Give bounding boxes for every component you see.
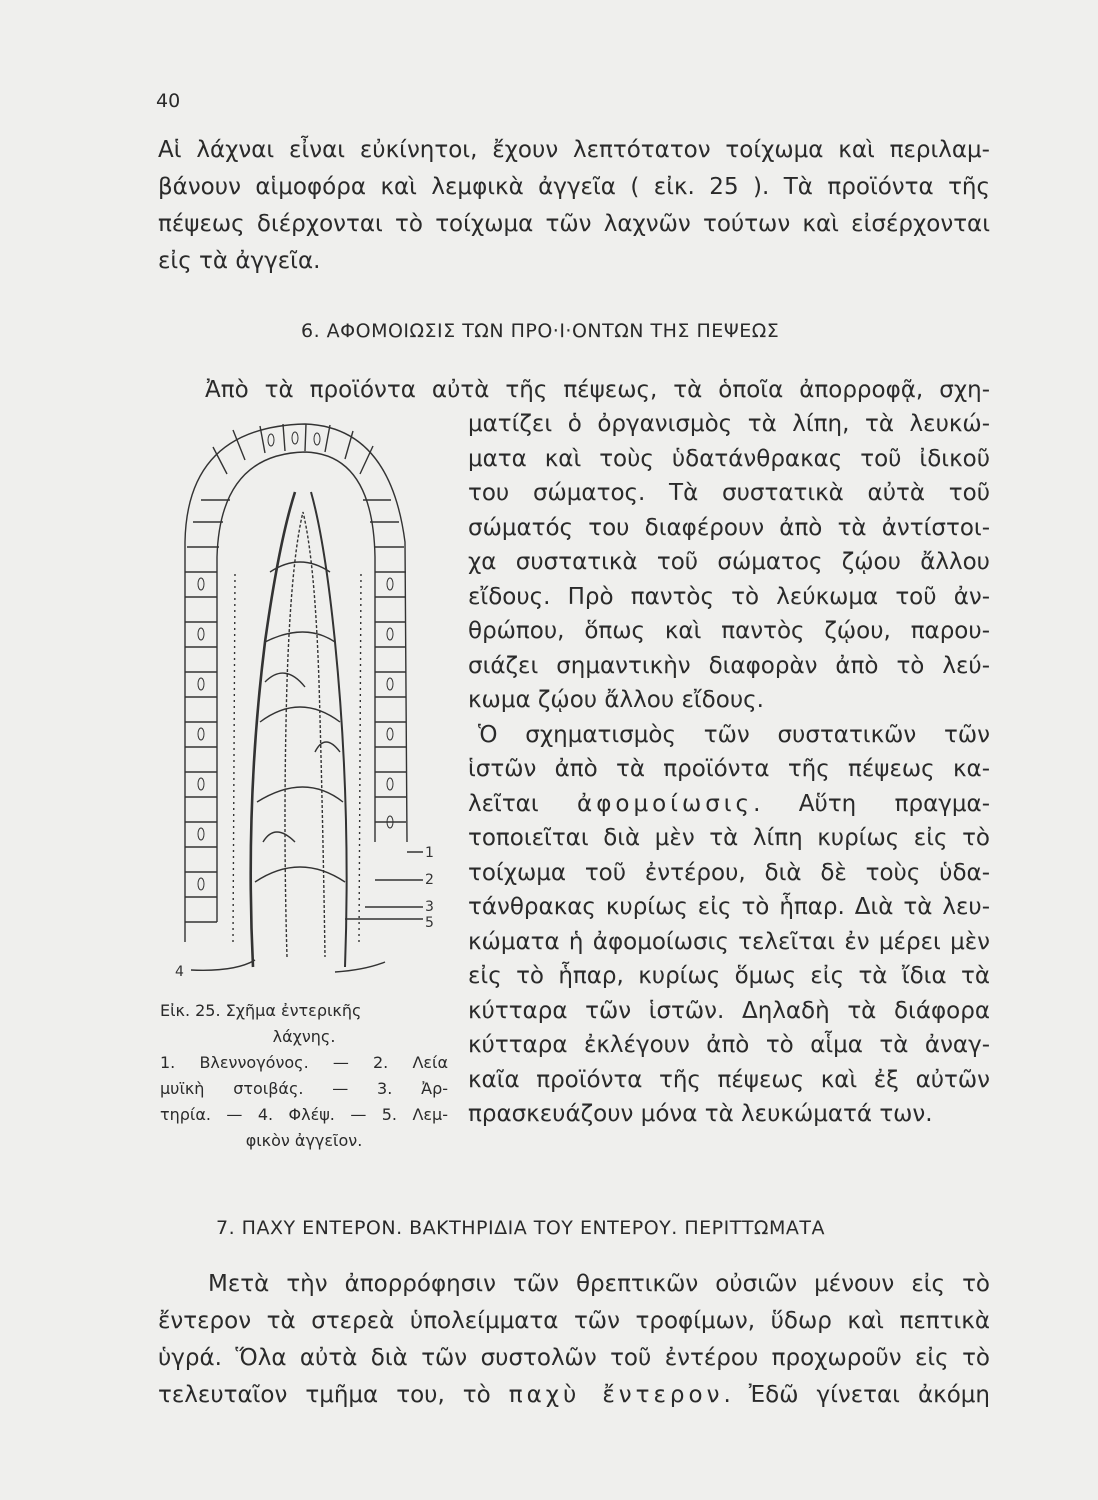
- text-line: κωμα ζῴου ἄλλου εἴδους.: [468, 687, 764, 713]
- text-line: σιάζει σημαντικὴν διαφορὰν ἀπὸ τὸ λεύ-: [468, 652, 990, 679]
- text-line: τοίχωμα τοῦ ἐντέρου, διὰ δὲ τοὺς ὑδα-: [468, 859, 990, 886]
- text-line: τοποιεῖται διὰ μὲν τὰ λίπη κυρίως εἰς τὸ: [468, 825, 990, 851]
- text-line: Ὁ σχηματισμὸς τῶν συστατικῶν τῶν: [478, 721, 990, 748]
- figure-label: 4: [175, 964, 184, 980]
- section-6-first-line: [205, 372, 990, 409]
- caption-line: τηρία. — 4. Φλέψ. — 5. Λεμ-: [160, 1105, 448, 1124]
- figure-label: 5: [425, 915, 434, 931]
- figure-label: 2: [425, 872, 434, 888]
- caption-line: Εἰκ. 25. Σχῆμα ἐντερικῆς: [160, 1001, 362, 1020]
- text-line: ἱστῶν ἀπὸ τὰ προϊόντα τῆς πέψεως κα-: [468, 756, 990, 782]
- text-fragment: . Ἐδῶ γίνεται ἀκόμη: [723, 1382, 990, 1408]
- text-line: ματίζει ὁ ὀργανισμὸς τὰ λίπη, τὰ λευκώ-: [468, 411, 990, 437]
- caption-line: φικὸν ἀγγεῖον.: [245, 1131, 363, 1150]
- term-large-intestine: παχὺ ἔντερον: [508, 1382, 724, 1408]
- text-line: θρώπου, ὅπως καὶ παντὸς ζῴου, παρου-: [468, 618, 990, 644]
- section-6-heading: 6. ΑΦΟΜΟΙΩΣΙΣ ΤΩΝ ΠΡΟ·Ι·ΟΝΤΩΝ ΤΗΣ ΠΕΨΕΩΣ: [301, 320, 780, 342]
- text-line: [158, 1377, 990, 1414]
- caption-line: μυϊκὴ στοιβάς. — 3. Ἀρ-: [160, 1079, 448, 1098]
- figure-caption: [160, 998, 448, 1154]
- caption-line: λάχνης.: [272, 1027, 336, 1046]
- text-line: Αἱ λάχναι εἶναι εὐκίνητοι, ἔχουν λεπτότατον τοίχωμα καὶ περιλαμ-: [158, 137, 990, 163]
- caption-line: 1. Βλεννογόνος. — 2. Λεία: [160, 1053, 448, 1072]
- text-line: ματα καὶ τοὺς ὑδατάνθρακας τοῦ ἰδικοῦ: [468, 445, 990, 472]
- figure-label: 1: [425, 845, 434, 861]
- section-6-column-text: [468, 407, 990, 1132]
- text-line: τάνθρακας κυρίως εἰς τὸ ἧπαρ. Διὰ τὰ λευ-: [468, 894, 990, 920]
- section-7-paragraph: [158, 1266, 990, 1414]
- text-line: Ἀπὸ τὰ προϊόντα αὐτὰ τῆς πέψεως, τὰ ὁποῖα ἀπορροφᾷ, σχη-: [205, 377, 990, 403]
- intro-paragraph: [158, 132, 990, 280]
- text-line: εἰς τὸ ἧπαρ, κυρίως ὅμως εἰς τὰ ἴδια τὰ: [468, 963, 990, 989]
- text-line: πέψεως διέρχονται τὸ τοίχωμα τῶν λαχνῶν τούτων καὶ εἰσέρχονται: [158, 211, 990, 237]
- figure-label: 3: [425, 899, 434, 915]
- villus-illustration: [175, 422, 460, 997]
- text-line: καῖα προϊόντα τῆς πέψεως καὶ ἐξ αὐτῶν: [468, 1066, 990, 1093]
- villus-figure: [175, 422, 460, 997]
- section-7-heading: 7. ΠΑΧΥ ΕΝΤΕΡΟΝ. ΒΑΚΤΗΡΙΔΙΑ ΤΟΥ ΕΝΤΕΡΟΥ. ΠΕΡΙΤΤΩΜΑΤΑ: [216, 1217, 825, 1239]
- text-fragment: τελευταῖον τμῆμα του, τὸ: [158, 1382, 509, 1408]
- text-line: κώματα ἡ ἀφομοίωσις τελεῖται ἐν μέρει μὲν: [468, 928, 990, 955]
- text-line: του σώματος. Τὰ συστατικὰ αὐτὰ τοῦ: [468, 480, 990, 506]
- page-number: 40: [156, 90, 181, 112]
- text-line: [468, 787, 990, 822]
- text-line: βάνουν αἱμοφόρα καὶ λεμφικὰ ἀγγεῖα ( εἰκ. 25 ). Τὰ προϊόντα τῆς: [158, 174, 990, 200]
- term-assimilation: ἀφομοίωσις: [577, 790, 754, 817]
- text-line: εἴδους. Πρὸ παντὸς τὸ λεύκωμα τοῦ ἀν-: [468, 583, 990, 610]
- text-line: ἔντερον τὰ στερεὰ ὑπολείμματα τῶν τροφίμων, ὕδωρ καὶ πεπτικὰ: [158, 1308, 990, 1334]
- text-fragment: λεῖται: [468, 790, 578, 817]
- text-line: σώματός του διαφέρουν ἀπὸ τὰ ἀντίστοι-: [468, 514, 990, 541]
- text-line: πρασκευάζουν μόνα τὰ λευκώματά των.: [468, 1101, 933, 1127]
- text-line: Μετὰ τὴν ἀπορρόφησιν τῶν θρεπτικῶν οὐσιῶν μένουν εἰς τὸ: [208, 1271, 990, 1297]
- text-line: εἰς τὰ ἀγγεῖα.: [158, 248, 321, 274]
- text-line: κύτταρα ἐκλέγουν ἀπὸ τὸ αἷμα τὰ ἀναγ-: [468, 1032, 990, 1058]
- text-fragment: . Αὕτη πραγμα-: [753, 790, 990, 817]
- text-line: χα συστατικὰ τοῦ σώματος ζῴου ἄλλου: [468, 549, 990, 575]
- text-line: ὑγρά. Ὅλα αὐτὰ διὰ τῶν συστολῶν τοῦ ἐντέρου προχωροῦν εἰς τὸ: [158, 1345, 990, 1371]
- text-line: κύτταρα τῶν ἱστῶν. Δηλαδὴ τὰ διάφορα: [468, 997, 990, 1024]
